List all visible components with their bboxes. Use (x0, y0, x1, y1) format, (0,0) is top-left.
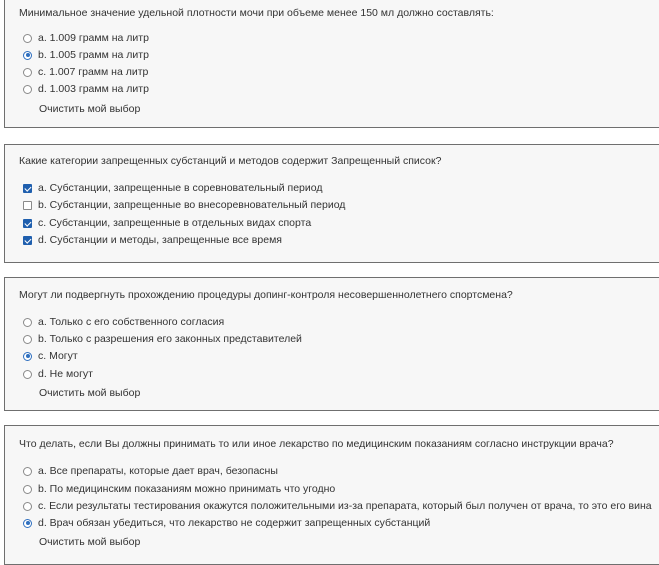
option-label: c. 1.007 грамм на литр (38, 66, 149, 78)
checkbox[interactable] (23, 201, 32, 210)
answer-option-a[interactable] (23, 30, 149, 46)
option-label: d. Не могут (38, 368, 93, 380)
option-label: a. 1.009 грамм на литр (38, 32, 149, 44)
option-label: b. Субстанции, запрещенные во внесоревновательный период (38, 199, 346, 211)
answer-option-c[interactable] (23, 64, 148, 80)
answer-option-d[interactable] (23, 515, 430, 531)
question-text: Что делать, если Вы должны принимать то или иное лекарство по медицинским показаниям согласно инструкции врача? (19, 438, 614, 450)
answer-option-d[interactable] (23, 232, 282, 248)
option-label: d. 1.003 грамм на литр (38, 83, 149, 95)
option-label: d. Субстанции и методы, запрещенные все время (38, 234, 282, 246)
option-label: d. Врач обязан убедиться, что лекарство не содержит запрещенных субстанций (38, 517, 431, 529)
checkbox[interactable] (23, 236, 32, 245)
answer-option-c[interactable] (23, 348, 78, 364)
radio-button[interactable] (23, 85, 32, 94)
clear-choice-link[interactable]: Очистить мой выбор (39, 103, 141, 115)
question-card-2 (4, 144, 659, 263)
answer-option-a[interactable] (23, 463, 278, 479)
clear-choice-link[interactable]: Очистить мой выбор (39, 387, 141, 399)
radio-button[interactable] (23, 502, 32, 511)
question-card-3 (4, 277, 659, 411)
option-label: a. Только с его собственного согласия (38, 316, 225, 328)
answer-option-d[interactable] (23, 81, 149, 97)
radio-button[interactable] (23, 51, 32, 60)
checkbox[interactable] (23, 184, 32, 193)
option-label: b. Только с разрешения его законных представителей (38, 333, 302, 345)
answer-option-a[interactable] (23, 180, 323, 196)
question-text: Могут ли подвергнуть прохождению процедуры допинг-контроля несовершеннолетнего спортсмена? (19, 289, 513, 301)
radio-button[interactable] (23, 335, 32, 344)
radio-button[interactable] (23, 467, 32, 476)
radio-button[interactable] (23, 519, 32, 528)
option-label: b. 1.005 грамм на литр (38, 49, 149, 61)
radio-button[interactable] (23, 485, 32, 494)
clear-choice-link[interactable]: Очистить мой выбор (39, 536, 141, 548)
answer-option-b[interactable] (23, 197, 345, 213)
answer-option-c[interactable] (23, 215, 311, 231)
option-label: b. По медицинским показаниям можно принимать что угодно (38, 483, 336, 495)
answer-option-b[interactable] (23, 331, 302, 347)
question-card-1 (4, 0, 659, 128)
radio-button[interactable] (23, 34, 32, 43)
option-label: c. Если результаты тестирования окажутся положительными из-за препарата, который был получен от врача, то это его вина (38, 500, 652, 512)
answer-option-a[interactable] (23, 314, 224, 330)
question-card-4 (4, 425, 659, 565)
question-text: Минимальное значение удельной плотности мочи при объеме менее 150 мл должно составлять: (19, 7, 494, 19)
answer-option-d[interactable] (23, 366, 93, 382)
answer-option-b[interactable] (23, 481, 335, 497)
answer-option-b[interactable] (23, 47, 149, 63)
answer-option-c[interactable] (23, 498, 652, 514)
question-text: Какие категории запрещенных субстанций и методов содержит Запрещенный список? (19, 155, 442, 167)
radio-button[interactable] (23, 318, 32, 327)
option-label: c. Субстанции, запрещенные в отдельных видах спорта (38, 217, 312, 229)
radio-button[interactable] (23, 352, 32, 361)
option-label: a. Субстанции, запрещенные в соревновательный период (38, 182, 323, 194)
option-label: a. Все препараты, которые дает врач, безопасны (38, 465, 278, 477)
radio-button[interactable] (23, 68, 32, 77)
checkbox[interactable] (23, 219, 32, 228)
radio-button[interactable] (23, 370, 32, 379)
option-label: c. Могут (38, 350, 78, 362)
